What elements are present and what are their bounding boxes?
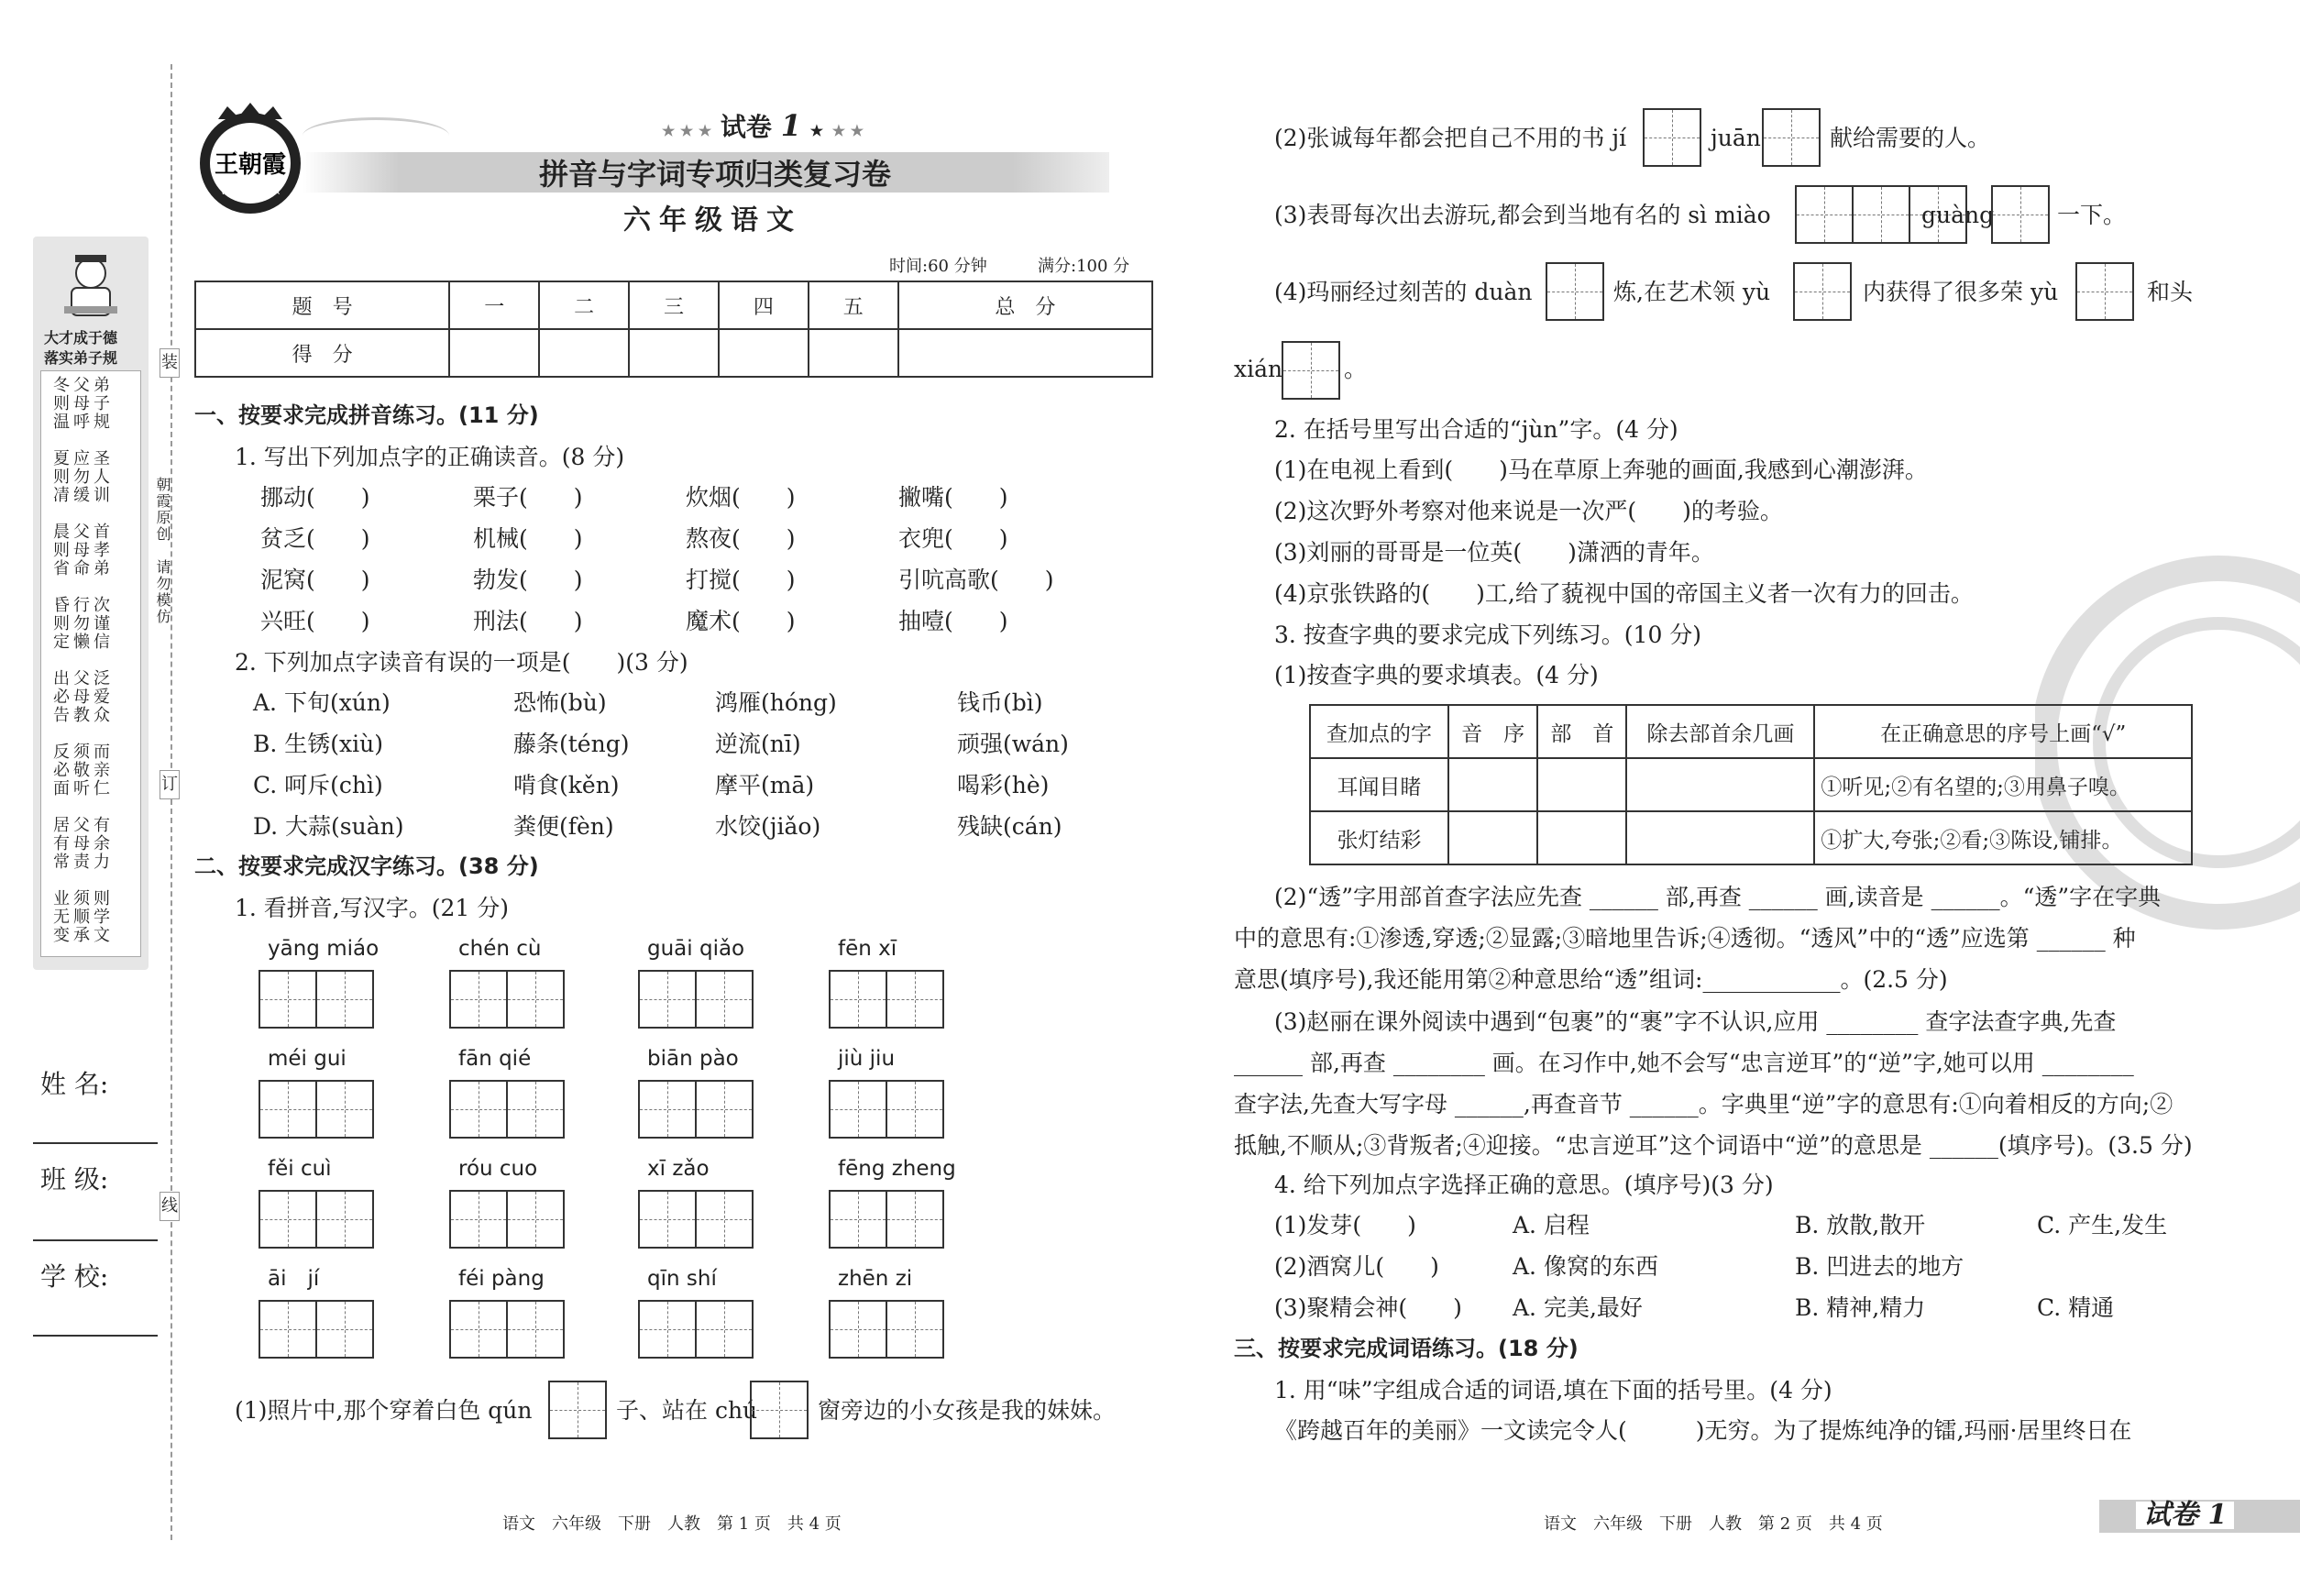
pinyin-prompt: guāi qiǎo — [647, 937, 745, 961]
sidebar-verse: 须顺承 — [71, 889, 90, 944]
meaning-option: (1)发芽( ) — [1274, 1212, 1416, 1238]
grid-cell[interactable] — [506, 1190, 565, 1249]
name-label: 姓 名: — [40, 1069, 109, 1099]
pinyin-option: D. 大蒜(suàn) — [253, 813, 404, 840]
score-header-cell: 题 号 — [195, 281, 449, 329]
s2-sent4-c: 内获得了很多荣 yù — [1863, 279, 2059, 305]
sidebar-verse: 泛爱众 — [91, 669, 110, 724]
sidebar-verse: 昏则定 — [50, 596, 70, 651]
subject-title: 六年级语文 — [623, 204, 802, 237]
grid-cell[interactable] — [449, 1190, 508, 1249]
sidebar-verse: 冬则温 — [50, 376, 70, 431]
grid-cell[interactable] — [315, 970, 374, 1029]
s2-q2: 2. 在括号里写出合适的“jùn”字。(4 分) — [1274, 416, 1678, 443]
s2-q4: 4. 给下列加点字选择正确的意思。(填序号)(3 分) — [1274, 1172, 1774, 1198]
reading-item: 抽噎( ) — [898, 608, 1008, 634]
page-title: 拼音与字词专项归类复习卷 — [539, 157, 892, 192]
meaning-option[interactable]: C. 产生,发生 — [2037, 1212, 2168, 1238]
grid-cell[interactable] — [695, 1080, 754, 1139]
reading-item: 炊烟( ) — [686, 484, 796, 511]
sidebar-verse: 晨则省 — [50, 523, 70, 578]
pinyin-option: A. 下旬(xún) — [253, 689, 391, 716]
grid-cell[interactable] — [886, 1300, 944, 1359]
dict-blank[interactable] — [1626, 758, 1814, 811]
pinyin-prompt: āi jí — [268, 1267, 320, 1291]
class-label: 班 级: — [40, 1164, 109, 1194]
dict-header: 部 首 — [1537, 705, 1626, 758]
meaning-option[interactable]: C. 精通 — [2037, 1294, 2115, 1321]
para-touzi: 意思(填序号),我还能用第②种意思给“透”组词:____________。(2.5 分) — [1234, 966, 1948, 993]
reading-item: 撇嘴( ) — [898, 484, 1008, 511]
s2-sent3-a: (3)表哥每次出去游玩,都会到当地有名的 sì miào — [1274, 202, 1771, 228]
pinyin-option: B. 生锈(xiù) — [253, 731, 383, 757]
ribbon-curve — [303, 117, 449, 154]
s2-sent4-a: (4)玛丽经过刻苦的 duàn — [1274, 279, 1533, 305]
tianzi-grid[interactable] — [259, 1080, 374, 1139]
sidebar-verse: 居有常 — [50, 816, 70, 871]
tianzi-grid[interactable] — [449, 970, 565, 1029]
grid-cell[interactable] — [449, 1300, 508, 1359]
score-header-cell: 四 — [719, 281, 809, 329]
dict-word: 张灯结彩 — [1310, 811, 1448, 864]
sidebar-verse: 弟子规 — [91, 376, 110, 431]
sidebar-verse: 次谨信 — [91, 596, 110, 651]
sidebar-verse: 父母责 — [71, 816, 90, 871]
pinyin-prompt: fěi cuì — [268, 1157, 332, 1181]
grid-cell[interactable] — [886, 970, 944, 1029]
s1-q2: 2. 下列加点字读音有误的一项是( )(3 分) — [235, 649, 688, 676]
section-2-title: 二、按要求完成汉字练习。(38 分) — [194, 853, 539, 879]
seal-char-2: 订 — [160, 770, 180, 799]
score-header-cell: 三 — [629, 281, 719, 329]
s2-sent1-c: 窗旁边的小女孩是我的妹妹。 — [818, 1397, 1117, 1424]
sidebar-verse: 有余力 — [91, 816, 110, 871]
dict-meanings[interactable]: ①扩大,夸张;②看;③陈设,铺排。 — [1814, 811, 2192, 864]
binding-line — [171, 64, 172, 1540]
para-touzi: (2)“透”字用部首查字法应先查 ______ 部,再查 ______ 画,读音是 ______。“透”字在字典 — [1274, 884, 2162, 910]
reading-item: 栗子( ) — [473, 484, 583, 511]
pinyin-prompt: xī zǎo — [647, 1157, 710, 1181]
sidebar-verse: 而亲仁 — [91, 743, 110, 798]
jun-item: (2)这次野外考察对他来说是一次严( )的考验。 — [1274, 498, 1783, 524]
sidebar-verse: 父母命 — [71, 523, 90, 578]
seal-char-1: 装 — [160, 348, 180, 378]
motto-2: 落实弟子规 — [44, 349, 118, 367]
pinyin-option: C. 呵斥(chì) — [253, 772, 383, 798]
s2-q3-1: (1)按查字典的要求填表。(4 分) — [1274, 662, 1599, 688]
pinyin-prompt: fēng zheng — [838, 1157, 956, 1181]
grid-cell[interactable] — [449, 1080, 508, 1139]
pinyin-option: 喝彩(hè) — [957, 772, 1050, 798]
s2-sent2-c: 献给需要的人。 — [1830, 125, 1991, 151]
series-label: ★ ★ ★ 试卷 1 ★ ★ ★ — [662, 108, 864, 143]
grid-cell[interactable] — [829, 1080, 887, 1139]
tianzi-grid[interactable] — [259, 970, 374, 1029]
s2-sent3-c: 一下。 — [2057, 202, 2127, 228]
pinyin-prompt: chén cù — [458, 937, 542, 961]
reading-item: 挪动( ) — [260, 484, 370, 511]
sidebar-verse: 则学文 — [91, 889, 110, 944]
tianzi-grid[interactable] — [638, 970, 754, 1029]
pinyin-prompt: qīn shí — [647, 1267, 717, 1291]
s2-sent2-b: juān — [1711, 125, 1761, 151]
reading-item: 引吭高歌( ) — [898, 567, 1054, 593]
sidebar-verse: 须敬听 — [71, 743, 90, 798]
s2-sent4-d: 和头 — [2147, 279, 2194, 305]
reading-item: 打搅( ) — [686, 567, 796, 593]
reading-item: 熬夜( ) — [686, 525, 796, 552]
score-header-cell: 总 分 — [898, 281, 1152, 329]
reading-item: 贫乏( ) — [260, 525, 370, 552]
s2-q3: 3. 按查字典的要求完成下列练习。(10 分) — [1274, 622, 1702, 648]
grid-cell[interactable] — [829, 1300, 887, 1359]
para-zhaoli: (3)赵丽在课外阅读中遇到“包裹”的“裹”字不认识,应用 ________ 查字法查字典,先查 — [1274, 1008, 2117, 1035]
dict-header: 除去部首余几画 — [1626, 705, 1814, 758]
dict-word: 耳闻目睹 — [1310, 758, 1448, 811]
meaning-option[interactable]: B. 凹进去的地方 — [1795, 1253, 1964, 1280]
dict-header: 查加点的字 — [1310, 705, 1448, 758]
sidebar-verse: 父母教 — [71, 669, 90, 724]
grid-cell[interactable] — [829, 970, 887, 1029]
tianzi-grid[interactable] — [829, 1300, 944, 1359]
sidebar-verse: 首孝弟 — [91, 523, 110, 578]
pinyin-prompt: fān qié — [458, 1047, 532, 1071]
s3-q1: 1. 用“味”字组成合适的词语,填在下面的括号里。(4 分) — [1274, 1377, 1832, 1403]
grid-cell[interactable] — [695, 1190, 754, 1249]
pinyin-prompt: jiù jiu — [838, 1047, 896, 1071]
para-touzi: 中的意思有:①渗透,穿透;②显露;③暗地里告诉;④透彻。“透风”中的“透”应选第 ______ 种 — [1234, 925, 2136, 952]
seal-char-3: 线 — [160, 1192, 180, 1221]
tianzi-grid[interactable] — [829, 1080, 944, 1139]
grid-cell[interactable] — [638, 1300, 697, 1359]
s2-sent2-a: (2)张诚每年都会把自己不用的书 jí — [1274, 125, 1627, 151]
sidebar-verse: 父母呼 — [71, 376, 90, 431]
footer-right: 语文 六年级 下册 人教 第 2 页 共 4 页 — [1544, 1514, 1883, 1534]
reading-item: 刑法( ) — [473, 608, 583, 634]
dict-blank[interactable] — [1537, 811, 1626, 864]
pinyin-option: 顽强(wán) — [957, 731, 1069, 757]
grid-cell[interactable] — [638, 1190, 697, 1249]
grid-cell[interactable] — [259, 1080, 317, 1139]
grid-cell[interactable] — [315, 1080, 374, 1139]
pinyin-option: 啃食(kěn) — [513, 772, 620, 798]
meaning-option[interactable]: B. 精神,精力 — [1795, 1294, 1926, 1321]
sidebar-verse: 应勿缓 — [71, 449, 90, 504]
tianzi-grid[interactable] — [259, 1190, 374, 1249]
grid-cell[interactable] — [695, 1300, 754, 1359]
pinyin-prompt: róu cuo — [458, 1157, 538, 1181]
sidebar-verse: 行勿懒 — [71, 596, 90, 651]
dict-blank[interactable] — [1448, 811, 1537, 864]
sidebar-verse: 出必告 — [50, 669, 70, 724]
sidebar-verse: 业无变 — [50, 889, 70, 944]
dict-header: 音 序 — [1448, 705, 1537, 758]
tianzi-grid[interactable] — [449, 1080, 565, 1139]
footer-tag: 试卷 1 — [2136, 1502, 2234, 1529]
grid-cell[interactable] — [449, 970, 508, 1029]
meaning-option: (2)酒窝儿( ) — [1274, 1253, 1439, 1280]
reading-item: 兴旺( ) — [260, 608, 370, 634]
student-illustration — [59, 248, 123, 321]
score-header-cell: 二 — [539, 281, 629, 329]
tianzi-grid[interactable] — [259, 1300, 374, 1359]
meaning-option[interactable]: B. 放散,散开 — [1795, 1212, 1926, 1238]
pinyin-option: 摩平(mā) — [715, 772, 815, 798]
watermark-seal — [2035, 541, 2300, 944]
s2-sent3-b: guàng — [1921, 202, 1995, 228]
reading-item: 泥窝( ) — [260, 567, 370, 593]
dict-blank[interactable] — [1626, 811, 1814, 864]
tianzi-grid[interactable] — [829, 970, 944, 1029]
grid-cell[interactable] — [315, 1300, 374, 1359]
sidebar-verse: 夏则凊 — [50, 449, 70, 504]
score-label: 得 分 — [195, 329, 449, 377]
grid-cell[interactable] — [695, 970, 754, 1029]
pinyin-option: 粪便(fèn) — [513, 813, 614, 840]
s2-sent4-f: 。 — [1344, 356, 1368, 382]
s3-p1: 《跨越百年的美丽》一文读完令人( )无穷。为了提炼纯净的镭,玛丽·居里终日在 — [1274, 1417, 2132, 1444]
section-3-title: 三、按要求完成词语练习。(18 分) — [1234, 1336, 1579, 1361]
s2-sent4-b: 炼,在艺术领 yù — [1613, 279, 1771, 305]
meaning-option[interactable]: A. 像窝的东西 — [1513, 1253, 1658, 1280]
jun-item: (1)在电视上看到( )马在草原上奔驰的画面,我感到心潮澎湃。 — [1274, 457, 1928, 483]
full-score: 满分:100 分 — [1038, 257, 1130, 276]
tianzi-grid[interactable] — [638, 1190, 754, 1249]
tianzi-grid[interactable] — [449, 1190, 565, 1249]
svg-text:王朝霞: 王朝霞 — [214, 151, 287, 179]
grid-cell[interactable] — [638, 1080, 697, 1139]
pinyin-prompt: féi pàng — [458, 1267, 545, 1291]
grid-cell[interactable] — [506, 970, 565, 1029]
dict-meanings[interactable]: ①听见;②有名望的;③用鼻子嗅。 — [1814, 758, 2192, 811]
grid-cell[interactable] — [829, 1190, 887, 1249]
pinyin-prompt: zhēn zi — [838, 1267, 913, 1291]
sidebar-verse: 反必面 — [50, 743, 70, 798]
logo-emblem — [191, 99, 310, 218]
school-label: 学 校: — [40, 1261, 109, 1292]
tianzi-grid[interactable] — [638, 1300, 754, 1359]
tianzi-grid[interactable] — [829, 1190, 944, 1249]
jun-item: (4)京张铁路的( )工,给了藐视中国的帝国主义者一次有力的回击。 — [1274, 580, 1974, 607]
score-table — [194, 281, 1153, 378]
score-header-cell: 五 — [809, 281, 898, 329]
footer-left: 语文 六年级 下册 人教 第 1 页 共 4 页 — [502, 1514, 842, 1534]
para-zhaoli: 查字法,先查大写字母 ______,再查音节 ______。字典里“逆”字的意思有:①向着相反的方向;② — [1234, 1091, 2173, 1117]
sidebar-verse: 圣人训 — [91, 449, 110, 504]
pinyin-option: 水饺(jiǎo) — [715, 813, 821, 840]
motto-1: 大才成于德 — [44, 329, 118, 347]
s2-sent4-e: xián — [1234, 356, 1283, 382]
s1-q1: 1. 写出下列加点字的正确读音。(8 分) — [235, 444, 625, 470]
grid-cell[interactable] — [886, 1080, 944, 1139]
pinyin-prompt: yāng miáo — [268, 937, 380, 961]
grid-cell[interactable] — [259, 1300, 317, 1359]
score-header-cell: 一 — [449, 281, 539, 329]
dict-header: 在正确意思的序号上画“√” — [1814, 705, 2192, 758]
pinyin-option: 鸿雁(hóng) — [715, 689, 837, 716]
pinyin-option: 藤条(téng) — [513, 731, 630, 757]
reading-item: 魔术( ) — [686, 608, 796, 634]
grid-cell[interactable] — [259, 970, 317, 1029]
grid-cell[interactable] — [315, 1190, 374, 1249]
grid-cell[interactable] — [886, 1190, 944, 1249]
grid-cell[interactable] — [638, 970, 697, 1029]
meaning-option: (3)聚精会神( ) — [1274, 1294, 1462, 1321]
grid-cell[interactable] — [259, 1190, 317, 1249]
pinyin-option: 逆流(nī) — [715, 731, 801, 757]
section-1-title: 一、按要求完成拼音练习。(11 分) — [194, 402, 539, 428]
warning-text: 朝霞原创 请勿模仿 — [154, 477, 171, 625]
grid-cell[interactable] — [506, 1080, 565, 1139]
reading-item: 机械( ) — [473, 525, 583, 552]
dict-blank[interactable] — [1448, 758, 1537, 811]
para-zhaoli: ______ 部,再查 ________ 画。在习作中,她不会写“忠言逆耳”的“逆”字,她可以用 ________ — [1234, 1050, 2134, 1076]
s2-sent1-a: (1)照片中,那个穿着白色 qún — [235, 1397, 533, 1424]
pinyin-prompt: biān pào — [647, 1047, 739, 1071]
jun-item: (3)刘丽的哥哥是一位英( )潇洒的青年。 — [1274, 539, 1714, 566]
s2-q1: 1. 看拼音,写汉字。(21 分) — [235, 895, 510, 921]
tianzi-grid[interactable] — [638, 1080, 754, 1139]
reading-item: 勃发( ) — [473, 567, 583, 593]
pinyin-prompt: fēn xī — [838, 937, 897, 961]
tianzi-grid[interactable] — [449, 1300, 565, 1359]
pinyin-option: 残缺(cán) — [957, 813, 1062, 840]
pinyin-prompt: méi gui — [268, 1047, 347, 1071]
pinyin-option: 恐怖(bù) — [513, 689, 607, 716]
s2-sent1-b: 子、站在 chú — [616, 1397, 758, 1424]
meaning-option[interactable]: A. 启程 — [1513, 1212, 1590, 1238]
grid-cell[interactable] — [506, 1300, 565, 1359]
svg-text:WANG ZHAOXIA: WANG ZHAOXIA — [221, 188, 280, 196]
dict-blank[interactable] — [1537, 758, 1626, 811]
meaning-option[interactable]: A. 完美,最好 — [1513, 1294, 1643, 1321]
para-zhaoli: 抵触,不顺从;③背叛者;④迎接。“忠言逆耳”这个词语中“逆”的意思是 ______(填序号)。(3.5 分) — [1234, 1132, 2193, 1159]
pinyin-option: 钱币(bì) — [957, 689, 1043, 716]
reading-item: 衣兜( ) — [898, 525, 1008, 552]
time-limit: 时间:60 分钟 — [889, 257, 987, 276]
